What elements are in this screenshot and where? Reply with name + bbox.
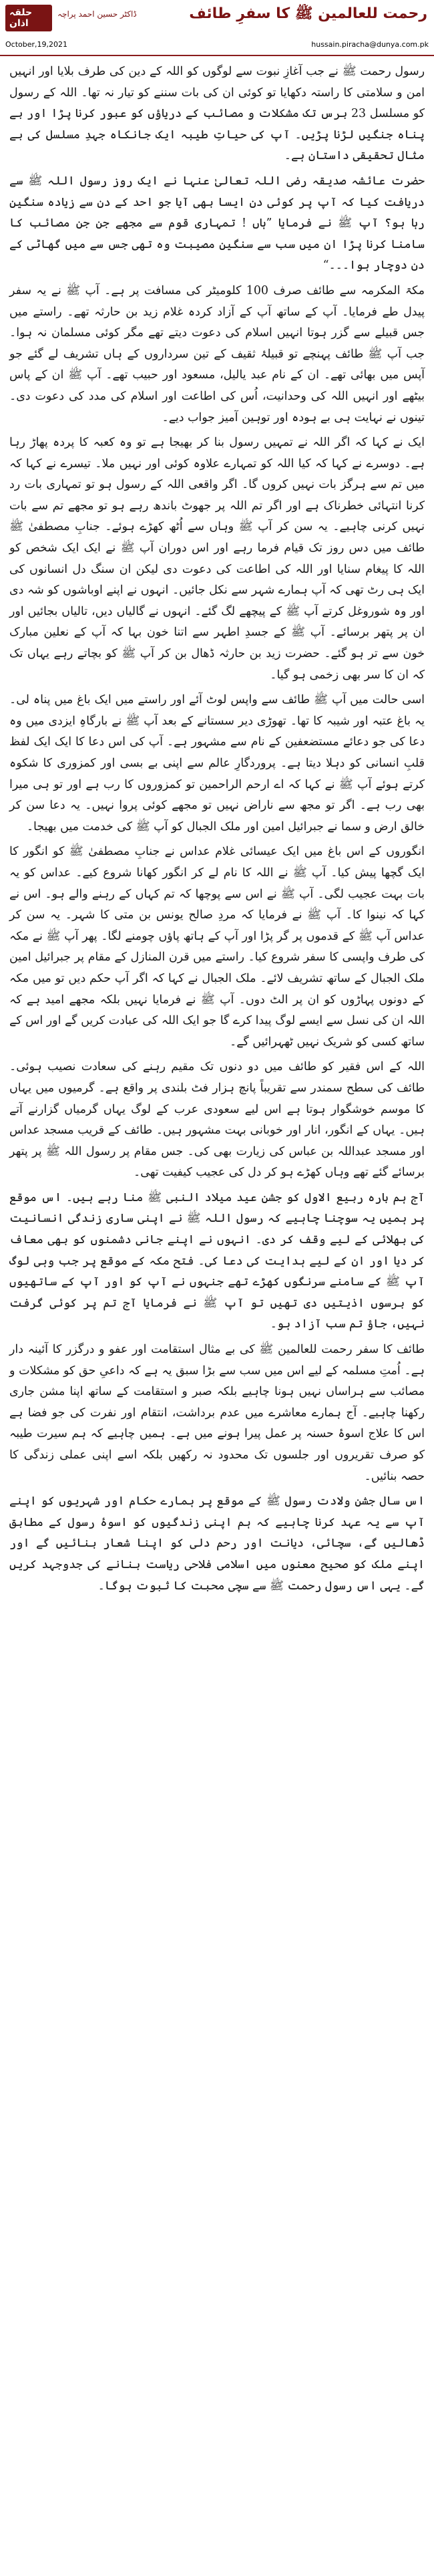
paragraph: مکۃ المکرمہ سے طائف صرف 100 کلومیٹر کی مسافت پر ہے۔ آپ ﷺ نے یہ سفر پیدل طے فرمایا۔ آپ کے ساتھ آپ کے آزاد کردہ غلام زید بن حارثہ تھے۔ راستے میں جس قبیلے سے گزر ہوتا انہیں اسلام کی دعوت دیتے تھے مگر کوئی مسلمان نہ ہوا۔ جب آپ ﷺ طائف پہنچے تو قبیلۂ ثقیف کے تین سرداروں کے ہاں تشریف لے گئے جو آپس میں بھائی تھے۔ ان کے نام عبد یالیل، مسعود اور حبیب تھے۔ آپ ﷺ ان کے پاس بیٹھے اور انہیں اللہ کی وحدانیت، اُس کی اطاعت اور اسلام کی مدد کی دعوت دی۔ تینوں نے نہایت ہی بے ہودہ اور توہین آمیز جواب دیے۔ — [9, 283, 425, 424]
paragraph: اسی حالت میں آپ ﷺ طائف سے واپس لوٹ آئے اور راستے میں ایک باغ میں پناہ لی۔ یہ باغ عتبہ اور شیبہ کا تھا۔ تھوڑی دیر سستانے کے بعد آپ ﷺ نے بارگاہِ ایزدی میں وہ دعا کی جو دعائے مستضعفین کے نام سے مشہور ہے۔ آپ کی اس دعا کا ایک ایک لفظ قلبِ انسانی کو دہلا دیتا ہے۔ پروردگارِ عالم سے اپنی بے بسی اور کمزوری کا شکوہ کرتے ہوئے آپ ﷺ نے کہا کہ اے ارحم الراحمین تو کمزوروں کا رب ہے اور تو ہی میرا بھی رب ہے۔ اگر تو مجھ سے ناراض نہیں تو مجھے کوئی پروا نہیں۔ یہ دعا سن کر خالق ارض و سما نے جبرائیل امین اور ملک الجبال کو آپ ﷺ کی خدمت میں بھیجا۔ — [9, 693, 425, 833]
paragraph: اس سال جشن ولادت رسول ﷺ کے موقع پر ہمارے حکام اور شہریوں کو اپنے آپ سے یہ عہد کرنا چاہیے کہ ہم اپنی زندگیوں کو اسوۂ رسول کے مطابق ڈھالیں گے، سچائی، دیانت اور رحم دلی کو اپنا شعار بنائیں گے اور اپنے ملک کو صحیح معنوں میں اسلامی فلاحی ریاست بنانے کی جدوجہد کریں گے۔ یہی اس رسول رحمت ﷺ سے سچی محبت کا ثبوت ہوگا۔ — [9, 1495, 425, 1593]
column-header — [0, 0, 434, 56]
paragraph: ایک نے کہا کہ اگر اللہ نے تمہیں رسول بنا کر بھیجا ہے تو وہ کعبہ کا پردہ پھاڑ رہا ہے۔ دوسرے نے کہا کہ کیا اللہ کو تمہارے علاوہ کوئی اور نہیں ملا۔ تیسرے نے کہا کہ میں تم سے ہرگز بات نہیں کروں گا۔ اگر واقعی اللہ کے رسول ہو تو تمہاری بات رد کرنا انتہائی خطرناک ہے اور اگر تم اللہ پر جھوٹ باندھ رہے ہو تو مجھے تم سے بات نہیں کرنی چاہیے۔ یہ سن کر آپ ﷺ وہاں سے اُٹھ کھڑے ہوئے۔ جنابِ مصطفیٰ ﷺ طائف میں دس روز تک قیام فرما رہے اور اس دوران آپ ﷺ نے ایک ایک شخص کو اللہ کا پیغام سنایا اور اللہ کی اطاعت کی دعوت دی لیکن ان سنگ دل انسانوں کی ایک ہی رٹ تھی کہ آپ ہمارے شہر سے نکل جائیں۔ انہوں نے اپنے اوباشوں کو شہ دی اور وہ شوروغل کرتے آپ ﷺ کے پیچھے لگ گئے۔ انہوں نے گالیاں دیں، تالیاں بجائیں اور ان پر پتھر برسائے۔ آپ ﷺ کے جسدِ اطہر سے اتنا خون بہا کہ آپ کے نعلین مبارک خون سے تر ہو گئے۔ حضرت زید بن حارثہ ڈھال بن کر آپ ﷺ کو بچاتے رہے یہاں تک کہ ان کا سر بھی زخمی ہو گیا۔ — [9, 436, 425, 682]
author-email: hussain.piracha@dunya.com.pk — [311, 40, 429, 49]
article-body — [0, 56, 434, 1597]
logo-text: حلقہ اذان — [5, 5, 52, 31]
newspaper-logo — [5, 4, 52, 32]
article-title: رحمت للعالمین ﷺ کا سفرِ طائف — [189, 5, 427, 22]
paragraph: انگوروں کے اس باغ میں ایک عیسائی غلام عداس نے جنابِ مصطفیٰ ﷺ کو انگور کا ایک گچھا پیش کیا۔ آپ ﷺ نے اللہ کا نام لے کر انگور کھانا شروع کیے۔ عداس کو یہ بات بہت عجیب لگی۔ آپ ﷺ نے اس سے پوچھا کہ تم کہاں کے رہنے والے ہو۔ اس نے کہا کہ نینوا کا۔ آپ ﷺ نے فرمایا کہ مردِ صالح یونس بن متی کا شہر۔ یہ سن کر عداس آپ ﷺ کے قدموں پر گر پڑا اور آپ کے ہاتھ پاؤں چومنے لگا۔ پھر آپ ﷺ نے مکہ کی طرف واپسی کا سفر شروع کیا۔ راستے میں قرن المنازل کے مقام پر جبرائیل امین ملک الجبال کے ساتھ تشریف لائے۔ ملک الجبال نے کہا کہ اگر آپ حکم دیں تو میں مکہ کے دونوں پہاڑوں کو ان پر الٹ دوں۔ آپ ﷺ نے فرمایا نہیں بلکہ مجھے امید ہے کہ اللہ ان کی نسل سے ایسے لوگ پیدا کرے گا جو ایک اللہ کی عبادت کریں گے اور اس کے ساتھ کسی کو شریک نہیں ٹھہرائیں گے۔ — [9, 845, 425, 1049]
paragraph: آج ہم بارہ ربیع الاول کو جشن عید میلاد النبی ﷺ منا رہے ہیں۔ اس موقع پر ہمیں یہ سوچنا چاہیے کہ رسول اللہ ﷺ نے اپنی ساری زندگی انسانیت کی بھلائی کے لیے وقف کر دی۔ انہوں نے اپنے جانی دشمنوں کو بھی معاف کر دیا اور ان کے لیے ہدایت کی دعا کی۔ فتح مکہ کے موقع پر جب وہی لوگ آپ ﷺ کے سامنے سرنگوں کھڑے تھے جنہوں نے آپ کو اور آپ کے ساتھیوں کو برسوں اذیتیں دی تھیں تو آپ ﷺ نے فرمایا آج تم پر کوئی گرفت نہیں، جاؤ تم سب آزاد ہو۔ — [9, 1190, 425, 1331]
paragraph: اللہ کے اس فقیر کو طائف میں دو دنوں تک مقیم رہنے کی سعادت نصیب ہوئی۔ طائف کی سطح سمندر سے تقریباً پانچ ہزار فٹ بلندی پر واقع ہے۔ گرمیوں میں یہاں کا موسم خوشگوار ہوتا ہے اس لیے سعودی عرب کے لوگ یہاں گرمیاں گزارنے آتے ہیں۔ یہاں کے انگور، انار اور خوبانی بہت مشہور ہیں۔ طائف کے قریب مسجد عداس اور مسجد عبداللہ بن عباس کی زیارت بھی کی۔ جس مقام پر رسول اللہ ﷺ پر پتھر برسائے گئے تھے وہاں کھڑے ہو کر دل کی عجیب کیفیت تھی۔ — [9, 1060, 425, 1180]
columnist-name: ڈاکٹر حسین احمد پراچہ — [57, 9, 137, 19]
paragraph: طائف کا سفر رحمت للعالمین ﷺ کی بے مثال استقامت اور عفو و درگزر کا آئینہ دار ہے۔ اُمتِ مسلمہ کے لیے اس میں سب سے بڑا سبق یہ ہے کہ داعیِ حق کو مشکلات و مصائب سے ہراساں نہیں ہونا چاہیے بلکہ صبر و استقامت کے ساتھ اپنا مشن جاری رکھنا چاہیے۔ آج ہمارے معاشرے میں عدم برداشت، انتقام اور نفرت کی جو فضا ہے اس کا علاج اسوۂ حسنہ پر عمل پیرا ہونے میں ہے۔ ہمیں چاہیے کہ ہم سیرت طیبہ کو صرف تقریروں اور جلسوں تک محدود نہ رکھیں بلکہ اسے اپنی عملی زندگی کا حصہ بنائیں۔ — [9, 1343, 425, 1483]
paragraph: حضرت عائشہ صدیقہ رضی اللہ تعالیٰ عنہا نے ایک روز رسول اللہ ﷺ سے دریافت کیا کہ آپ پر کوئی دن ایسا بھی آیا جو احد کے دن سے زیادہ سنگین رہا ہو؟ آپ ﷺ نے فرمایا ”ہاں ! تمہاری قوم سے مجھے جن جن مصائب کا سامنا کرنا پڑا ان میں سب سے سنگین مصیبت وہ تھی جس سے میں گھاٹی کے دن دوچار ہوا۔۔۔“ — [9, 174, 425, 273]
paragraph: رسول رحمت ﷺ نے جب آغازِ نبوت سے لوگوں کو اللہ کے دین کی طرف بلایا اور انہیں امن و سلامتی کا راستہ دکھایا تو کوئی ان کی بات سننے کو تیار نہ تھا۔ اللہ کے رسول کو مسلسل 23 برس تک مشکلات و مصائب کے دریاؤں کو عبور کرنا پڑا اور بے پناہ جنگیں لڑنا پڑیں۔ آپ کی حیاتِ طیبہ ایک جانکاہ جہدِ مسلسل کی بے مثال تحقیقی داستان ہے۔ — [9, 65, 425, 163]
publish-date: October,19,2021 — [5, 40, 68, 49]
